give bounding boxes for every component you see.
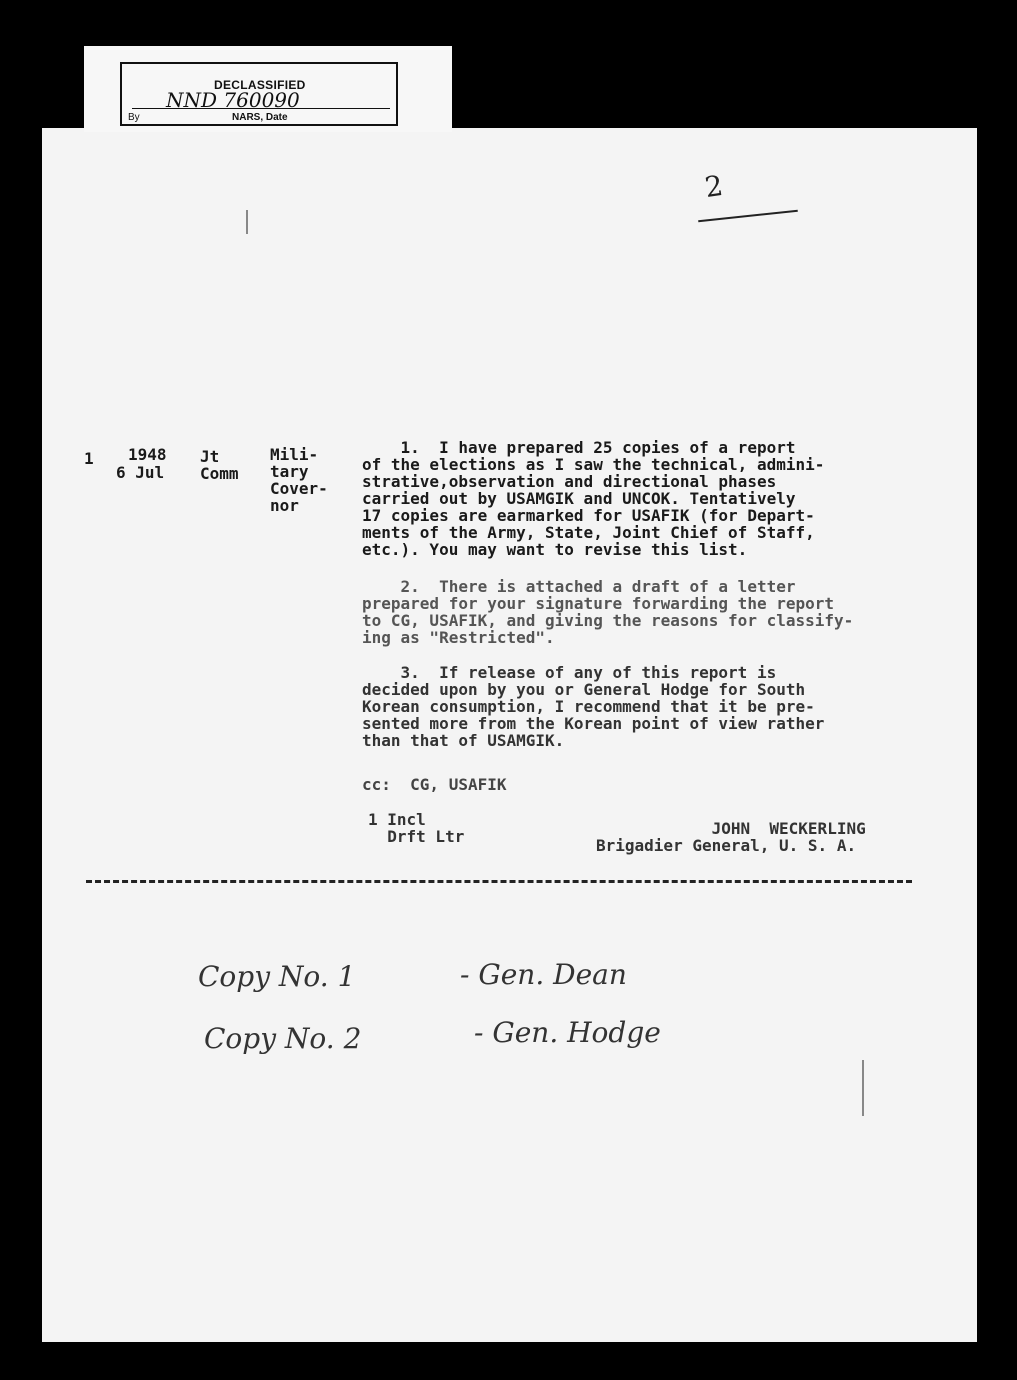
letter-paragraph-2: 2. There is attached a draft of a letter prepared for your signature forwarding the report to CG, USAFIK, and giving the reasons for classify- ing as "Restricted". — [362, 577, 854, 647]
signature-block: JOHN WECKERLING Brigadier General, U. S. A. — [596, 819, 866, 855]
declassification-stamp — [120, 62, 398, 126]
entry-from: Jt Comm — [200, 447, 239, 483]
stamp-rule — [132, 108, 390, 109]
entry-year: 1948 — [128, 445, 167, 464]
handwritten-recipient-1: - Gen. Dean — [460, 958, 627, 991]
letter-paragraph-3: 3. If release of any of this report is decided upon by you or General Hodge for South Korean consumption, I recommend that it be pre- sented more from the Korean point of view rather than that of USAMGIK. — [362, 663, 825, 750]
enclosure-note: 1 Incl Drft Ltr — [368, 810, 465, 846]
letter-paragraph-1: 1. I have prepared 25 copies of a report of the elections as I saw the technical, admini- strative,observation and directional phases carried out by USAMGIK and UNCOK. Tentatively 17 copies are earmarked for USAFIK (for Depart- ments of the Army, State, Joint Chief of Staff, etc.). You may want to revise this list. — [362, 438, 825, 559]
handwritten-recipient-2: - Gen. Hodge — [474, 1016, 661, 1049]
stamp-nnd-number: NND 760090 — [166, 88, 300, 112]
stamp-by-label: By — [128, 112, 140, 123]
entry-number: 1 — [84, 449, 94, 468]
handwritten-page-mark: 2 — [702, 168, 726, 205]
handwritten-copy-number-1: Copy No. 1 — [198, 960, 356, 993]
entry-day: 6 Jul — [116, 463, 165, 482]
stamp-signature-rule — [146, 124, 394, 125]
handwritten-copy-number-2: Copy No. 2 — [204, 1022, 362, 1055]
entry-to: Mili- tary Cover- nor — [270, 445, 328, 515]
margin-mark — [862, 1060, 864, 1116]
stamp-title: DECLASSIFIED — [214, 78, 306, 92]
carbon-copy-line: cc: CG, USAFIK — [362, 775, 507, 794]
dashed-divider — [86, 880, 912, 883]
margin-mark — [246, 210, 248, 234]
stamp-nars-date-label: NARS, Date — [232, 112, 288, 123]
